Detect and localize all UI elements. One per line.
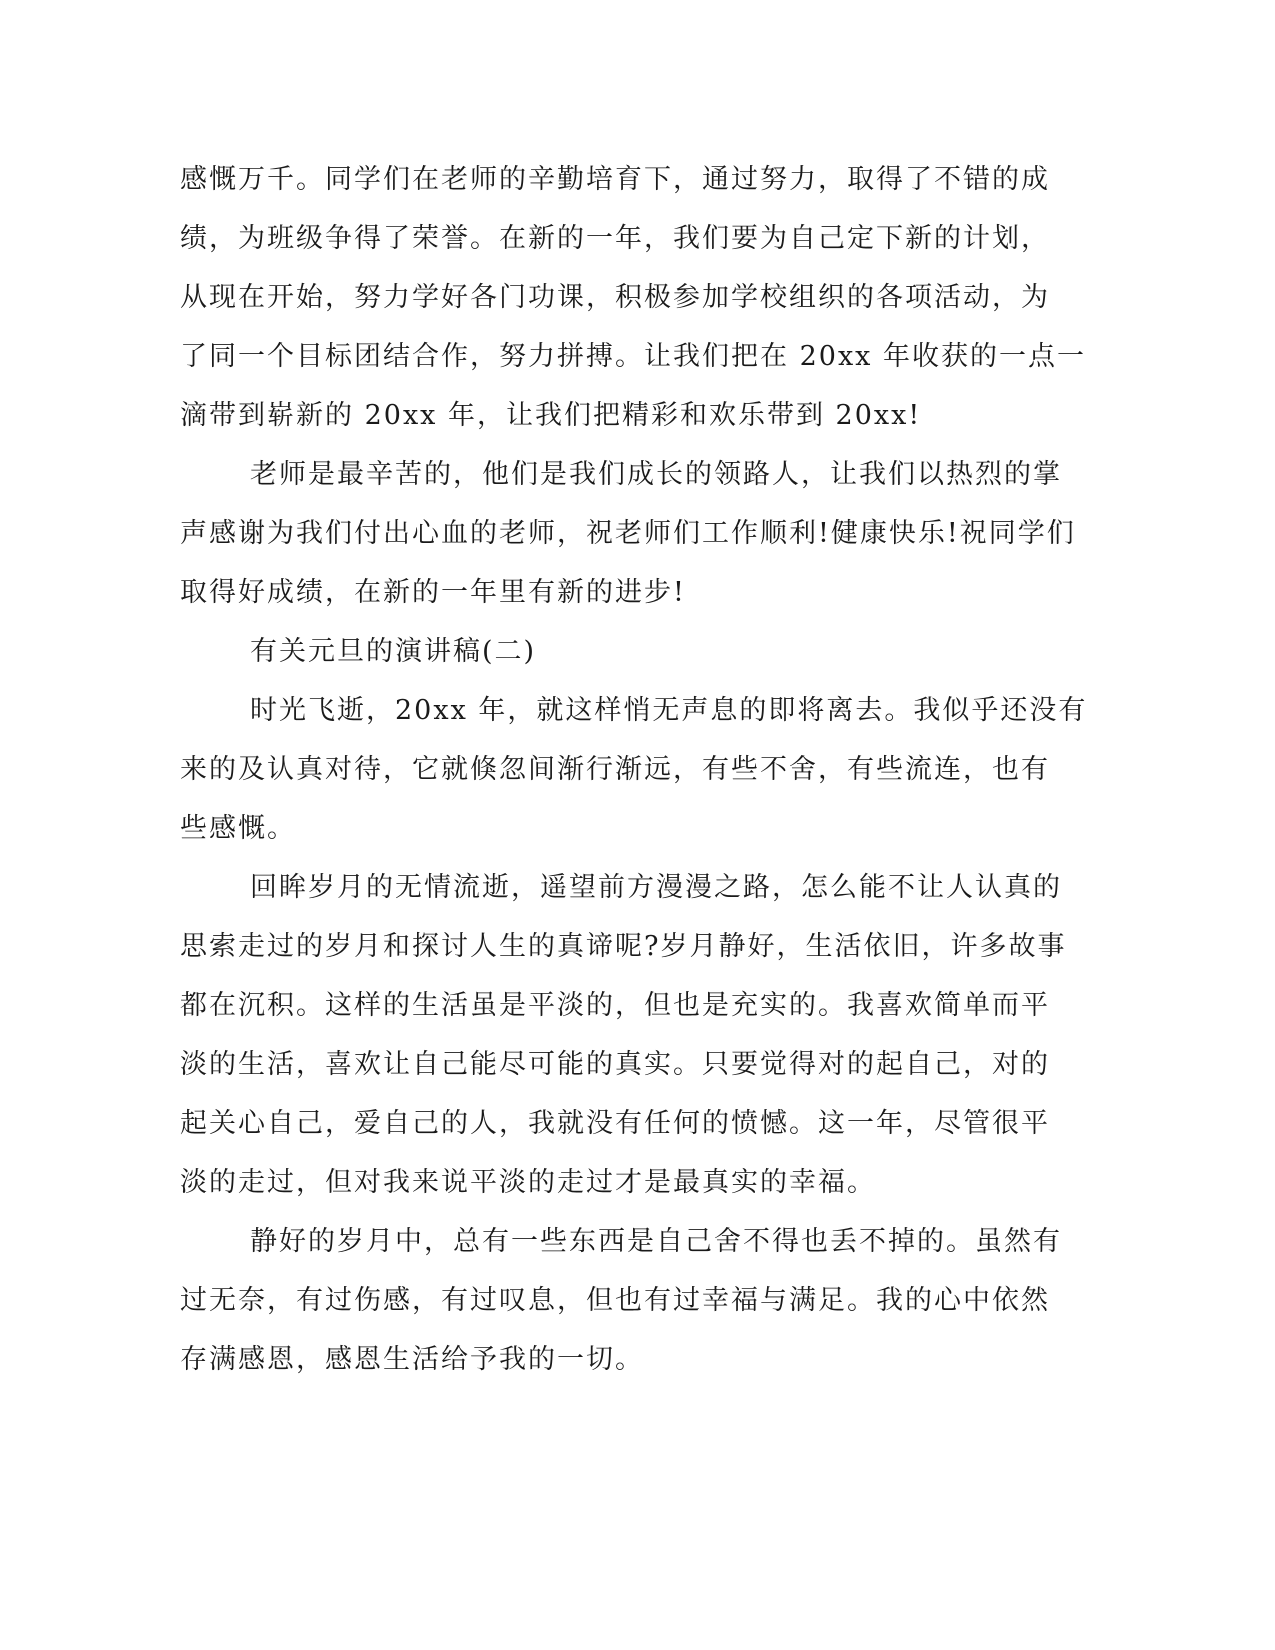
text-line: 淡的走过，但对我来说平淡的走过才是最真实的幸福。: [180, 1167, 876, 1198]
text-line: 声感谢为我们付出心血的老师，祝老师们工作顺利!健康快乐!祝同学们: [180, 518, 1076, 549]
section-heading: 有关元旦的演讲稿(二): [250, 636, 537, 667]
text-line: 回眸岁月的无情流逝，遥望前方漫漫之路，怎么能不让人认真的: [250, 872, 1062, 903]
text-line: 都在沉积。这样的生活虽是平淡的，但也是充实的。我喜欢简单而平: [180, 990, 1050, 1021]
text-line: 取得好成绩，在新的一年里有新的进步!: [180, 577, 686, 608]
text-line: 时光飞逝，20xx 年，就这样悄无声息的即将离去。我似乎还没有: [250, 695, 1088, 726]
text-line: 从现在开始，努力学好各门功课，积极参加学校组织的各项活动，为: [180, 282, 1050, 313]
text-line: 绩，为班级争得了荣誉。在新的一年，我们要为自己定下新的计划，: [180, 223, 1050, 254]
text-line: 静好的岁月中，总有一些东西是自己舍不得也丢不掉的。虽然有: [250, 1226, 1062, 1257]
text-line: 了同一个目标团结合作，努力拼搏。让我们把在 20xx 年收获的一点一: [180, 341, 1086, 372]
text-line: 来的及认真对待，它就倏忽间渐行渐远，有些不舍，有些流连，也有: [180, 754, 1050, 785]
text-line: 存满感恩，感恩生活给予我的一切。: [180, 1344, 644, 1375]
text-line: 老师是最辛苦的，他们是我们成长的领路人，让我们以热烈的掌: [250, 459, 1062, 490]
text-line: 起关心自己，爱自己的人，我就没有任何的愤憾。这一年，尽管很平: [180, 1108, 1050, 1139]
text-line: 感慨万千。同学们在老师的辛勤培育下，通过努力，取得了不错的成: [180, 164, 1050, 195]
text-line: 过无奈，有过伤感，有过叹息，但也有过幸福与满足。我的心中依然: [180, 1285, 1050, 1316]
text-line: 思索走过的岁月和探讨人生的真谛呢?岁月静好，生活依旧，许多故事: [180, 931, 1067, 962]
text-line: 淡的生活，喜欢让自己能尽可能的真实。只要觉得对的起自己，对的: [180, 1049, 1050, 1080]
text-line: 滴带到崭新的 20xx 年，让我们把精彩和欢乐带到 20xx!: [180, 400, 922, 431]
text-line: 些感慨。: [180, 813, 296, 844]
